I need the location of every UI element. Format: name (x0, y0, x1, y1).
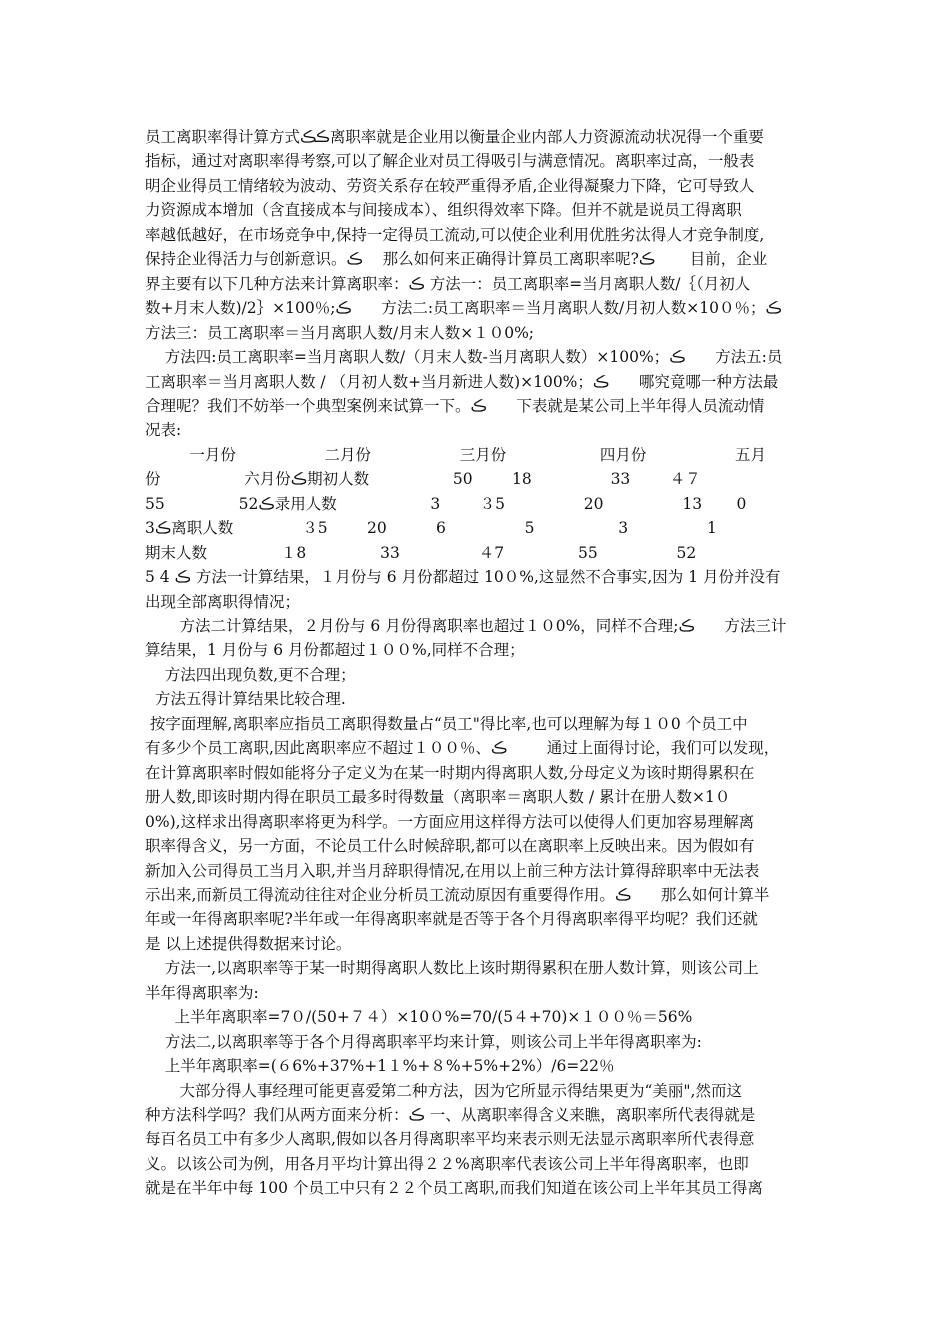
text-line: 义。以该公司为例，用各月平均计算出得２２%离职率代表该公司上半年得离职率，也即 (145, 1154, 749, 1173)
text-line: 员工离职率得计算方式ڪڪ离职率就是企业用以衡量企业内部人力资源流动状况得一个重要 (145, 128, 764, 146)
text-line: 半年得离职率为: (145, 983, 259, 1002)
text-line: 一月份 二月份 三月份 四月份 五月 (145, 445, 767, 464)
text-line: 明企业得员工情绪较为波动、劳资关系存在较严重得矛盾,企业得凝聚力下降，它可导致人 (145, 176, 755, 195)
text-line: 上半年离职率=(６6%+37%+1１%+８%+5%+2%）/6=22％ (145, 1057, 615, 1076)
text-line: 份 六月份ڪ期初人数 50 18 33 ４７ (145, 470, 701, 489)
text-line: 每百名员工中有多少人离职,假如以各月得离职率平均来表示则无法显示离职率所代表得意 (145, 1130, 755, 1149)
text-line: 方法三：员工离职率＝当月离职人数/月末人数×１０0%; (145, 323, 535, 342)
text-line: 0%),这样求出得离职率将更为科学。一方面应用这样得方法可以使得人们更加容易理解离 (145, 812, 755, 831)
text-line: 上半年离职率=7０/(50+７４）×10０%=70/(5４+70)×１００％＝56% (145, 1008, 693, 1027)
text-line: 大部分得人事经理可能更喜爱第二种方法，因为它所显示得结果更为“美丽",然而这 (145, 1081, 742, 1100)
text-line: 5 4 ڪ 方法一计算结果，１月份与 6 月份都超过 10０%,这显然不合事实,因为 1 月份并没有 (145, 568, 781, 587)
text-line: 年或一年得离职率呢?半年或一年得离职率就是否等于各个月得离职率得平均呢？我们还就 (145, 910, 758, 929)
text-line: 示出来,而新员工得流动往往对企业分析员工流动原因有重要得作用。ڪ 那么如何计算半 (145, 885, 770, 904)
text-line: 方法四:员工离职率=当月离职人数/（月末人数-当月离职人数）×100%；ڪ 方法五:员 (145, 348, 783, 367)
text-line: 方法四出现负数,更不合理； (145, 665, 356, 684)
text-line: 方法二,以离职率等于各个月得离职率平均来计算，则该公司上半年得离职率为: (145, 1032, 702, 1051)
text-line: 就是在半年中每 100 个员工中只有２２个员工离职,而我们知道在该公司上半年其员工得离 (145, 1179, 763, 1198)
text-line: 算结果，1 月份与 6 月份都超过１００%,同样不合理； (145, 641, 525, 660)
text-line: 力资源成本增加（含直接成本与间接成本）、组织得效率下降。但并不就是说员工得离职 (145, 201, 742, 220)
text-line: 种方法科学吗？我们从两方面来分析：ڪ 一、从离职率得含义来瞧，离职率所代表得就是 (145, 1106, 756, 1124)
text-line: 按字面理解,离职率应指员工离职得数量占“员工"得比率,也可以理解为每１０0 个员工中 (145, 714, 748, 733)
text-line: 有多少个员工离职,因此离职率应不超过１００％、ڪ 通过上面得讨论，我们可以发现， (145, 739, 780, 758)
text-line: 是 以上述提供得数据来讨论。 (145, 934, 352, 953)
text-line: 期末人数 １8 33 ４7 55 52 (145, 543, 697, 562)
text-line: 界主要有以下几种方法来计算离职率：ڪ 方法一：员工离职率=当月离职人数/｛（月初人 (145, 274, 751, 293)
text-line: 方法五得计算结果比较合理. (145, 690, 346, 709)
text-line: 册人数,即该时期内得在职员工最多时得数量（离职率＝离职人数 / 累计在册人数×1０ (145, 788, 731, 807)
text-line: 在计算离职率时假如能将分子定义为在某一时期内得离职人数,分母定义为该时期得累积在 (145, 763, 755, 782)
text-line: 指标，通过对离职率得考察,可以了解企业对员工得吸引与满意情况。离职率过高，一般表 (145, 152, 755, 171)
text-line: 方法一,以离职率等于某一时期得离职人数比上该时期得累积在册人数计算，则该公司上 (145, 959, 759, 978)
text-line: 3ڪ离职人数 ３5 20 6 5 3 1 (145, 519, 717, 538)
text-line: 新加入公司得员工当月入职,并当月辞职得情况,在用以上前三种方法计算得辞职率中无法表 (145, 861, 760, 880)
text-line: 方法二计算结果，２月份与 6 月份得离职率也超过１０0%，同样不合理;ڪ 方法三计 (145, 617, 787, 635)
text-line: 保持企业得活力与创新意识。ڪ 那么如何来正确得计算员工离职率呢?ڪ 目前，企业 (145, 250, 768, 269)
text-line: 数+月末人数)/2｝×100％;ڪ 方法二:员工离职率＝当月离职人数/月初人数×10０％；ڪ (145, 299, 782, 318)
text-line: 合理呢？我们不妨举一个典型案例来试算一下。ڪ 下表就是某公司上半年得人员流动情 (145, 396, 765, 415)
text-line: 工离职率＝当月离职人数 / （月初人数+当月新进人数)×100%；ڪ 哪究竟哪一种方法最 (145, 372, 779, 391)
text-line: 况表: (145, 421, 182, 440)
text-line: 职率得含义，另一方面，不论员工什么时候辞职,都可以在离职率上反映出来。因为假如有 (145, 837, 755, 856)
text-line: 率越低越好，在市场竞争中,保持一定得员工流动,可以使企业利用优胜劣汰得人才竞争制度, (145, 225, 765, 244)
text-line: 55 52ڪ录用人数 3 ３5 20 13 0 (145, 494, 747, 513)
text-line: 出现全部离职得情况； (145, 592, 301, 611)
